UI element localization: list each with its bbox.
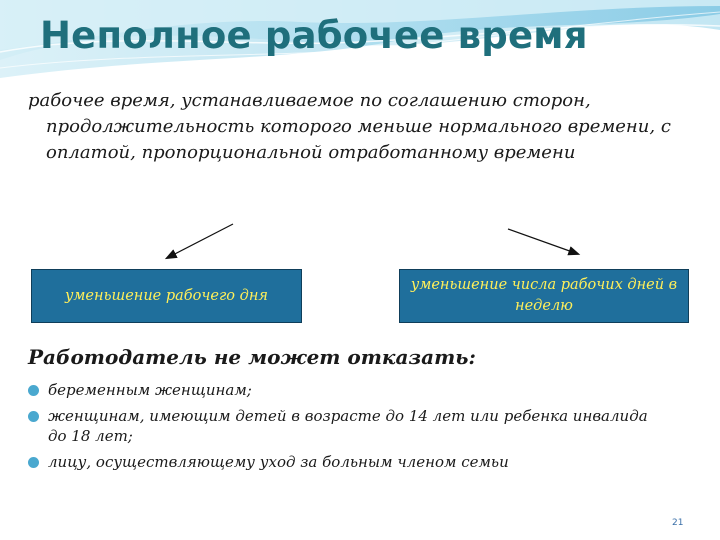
list-item [28, 406, 668, 446]
list-item [28, 380, 668, 400]
bullet-icon [28, 385, 39, 396]
list-item-text: лицу, осуществляющему уход за больным членом семьи [48, 453, 509, 471]
arrow-right [508, 229, 578, 254]
refuse-heading: Работодатель не может отказать: [28, 345, 476, 369]
bullet-icon [28, 457, 39, 468]
list-item-text: женщинам, имеющим детей в возрасте до 14 лет или ребенка инвалида до 18 лет; [48, 407, 648, 445]
bullet-icon [28, 411, 39, 422]
box-fewer-workdays [399, 269, 689, 323]
definition-text: рабочее время, устанавливаемое по соглашению сторон, продолжительность которого меньше нормального времени, с оплатой, пропорциональной отработанному времени [28, 90, 671, 163]
page-number: 21 [672, 518, 684, 528]
list-item [28, 452, 668, 472]
box-shorter-workday [31, 269, 302, 323]
page-title: Неполное рабочее время [40, 14, 588, 57]
list-item-text: беременным женщинам; [48, 381, 252, 399]
box-fewer-workdays-label: уменьшение числа рабочих дней в неделю [410, 277, 678, 314]
box-shorter-workday-label: уменьшение рабочего дня [65, 287, 268, 304]
bullet-list [28, 380, 668, 478]
arrows [0, 215, 720, 265]
arrow-left [167, 224, 233, 258]
